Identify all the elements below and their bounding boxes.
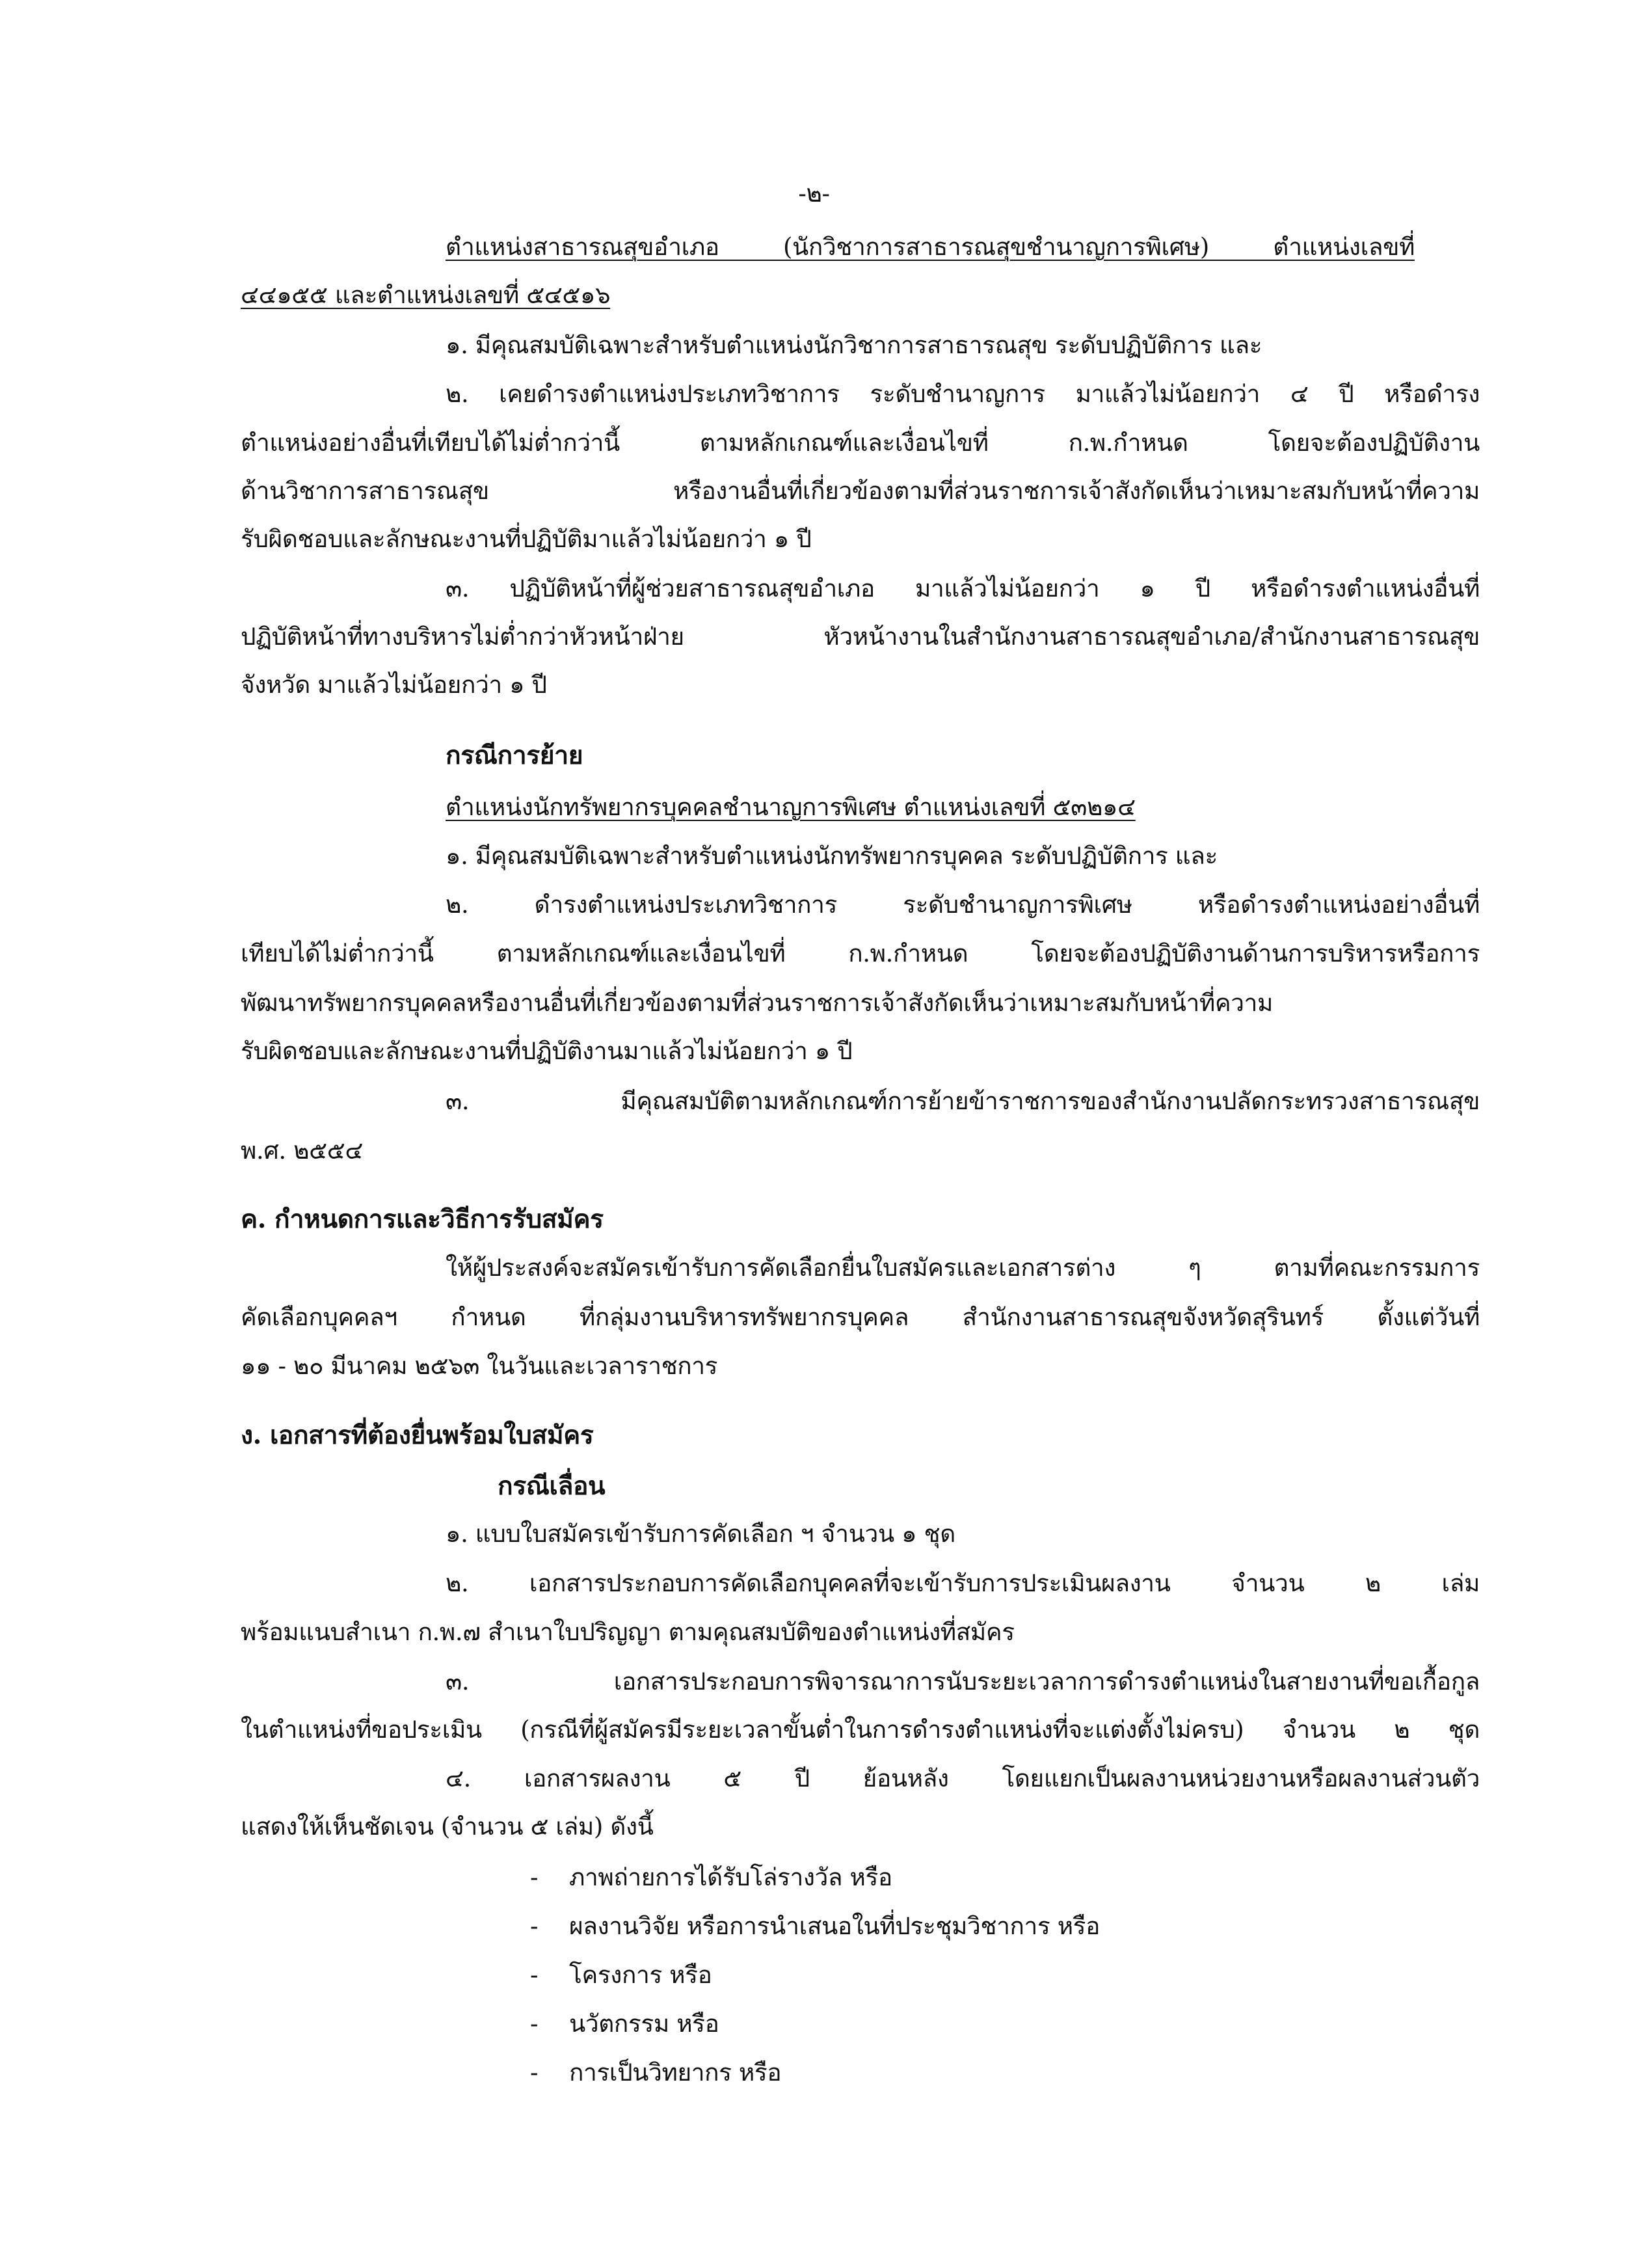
bullet-dash: -	[530, 2010, 539, 2038]
qualification-item-3-cont: จังหวัด มาแล้วไม่น้อยกว่า ๑ ปี	[241, 671, 547, 699]
section-d-title: ง. เอกสารที่ต้องยื่นพร้อมใบสมัคร	[241, 1420, 594, 1450]
bullet-dash: -	[530, 1961, 539, 1989]
document-item-2-cont: พร้อมแนบสำเนา ก.พ.๗ สำเนาใบปริญญา ตามคุณสมบัติของตำแหน่งที่สมัคร	[241, 1618, 1015, 1646]
transfer-item-3-cont: พ.ศ. ๒๕๕๔	[241, 1137, 363, 1165]
bullet-text: การเป็นวิทยากร หรือ	[569, 2059, 782, 2086]
bullet-dash: -	[530, 1912, 539, 1940]
bullet-item	[530, 1854, 1480, 1901]
document-item-4-cont: แสดงให้เห็นชัดเจน (จำนวน ๕ เล่ม) ดังนี้	[241, 1813, 654, 1841]
document-item-3-cont: ในตำแหน่งที่ขอประเมิน (กรณีที่ผู้สมัครมีระยะเวลาขั้นต่ำในการดำรงตำแหน่งที่จะแต่งตั้งไม่ครบ) จำนวน ๒ ชุด	[241, 1716, 1480, 1744]
document-item-2: ๒. เอกสารประกอบการคัดเลือกบุคคลที่จะเข้ารับการประเมินผลงาน จำนวน ๒ เล่ม	[446, 1569, 1480, 1597]
transfer-item-2: ๒. ดำรงตำแหน่งประเภทวิชาการ ระดับชำนาญการพิเศษ หรือดำรงตำแหน่งอย่างอื่นที่	[446, 891, 1480, 919]
bullet-item	[530, 1903, 1480, 1950]
bullet-text: นวัตกรรม หรือ	[569, 2010, 719, 2038]
qualification-item-2-cont: ตำแหน่งอย่างอื่นที่เทียบได้ไม่ต่ำกว่านี้ ตามหลักเกณฑ์และเงื่อนไขที่ ก.พ.กำหนด โดยจะต้องปฏิบัติงาน	[241, 429, 1480, 457]
qualification-item-2-cont: ด้านวิชาการสาธารณสุข หรืองานอื่นที่เกี่ยวข้องตามที่ส่วนราชการเจ้าสังกัดเห็นว่าเหมาะสมกับหน้าที่ความ	[241, 477, 1480, 505]
qualification-item-2: ๒. เคยดำรงตำแหน่งประเภทวิชาการ ระดับชำนาญการ มาแล้วไม่น้อยกว่า ๔ ปี หรือดำรง	[446, 380, 1480, 408]
transfer-item-3: ๓. มีคุณสมบัติตามหลักเกณฑ์การย้ายข้าราชการของสำนักงานปลัดกระทรวงสาธารณสุข	[446, 1087, 1480, 1115]
qualification-item-3: ๓. ปฏิบัติหน้าที่ผู้ช่วยสาธารณสุขอำเภอ มาแล้วไม่น้อยกว่า ๑ ปี หรือดำรงตำแหน่งอื่นที่	[446, 574, 1480, 602]
bullet-text: ผลงานวิจัย หรือการนำเสนอในที่ประชุมวิชาการ หรือ	[569, 1912, 1100, 1940]
transfer-item-2-cont: พัฒนาทรัพยากรบุคคลหรืองานอื่นที่เกี่ยวข้องตามที่ส่วนราชการเจ้าสังกัดเห็นว่าเหมาะสมกับหน้าที่ความ	[241, 989, 1273, 1017]
transfer-item-2-cont: รับผิดชอบและลักษณะงานที่ปฏิบัติงานมาแล้วไม่น้อยกว่า ๑ ปี	[241, 1037, 853, 1065]
transfer-item-1: ๑. มีคุณสมบัติเฉพาะสำหรับตำแหน่งนักทรัพยากรบุคคล ระดับปฏิบัติการ และ	[446, 842, 1218, 870]
bullet-text: โครงการ หรือ	[569, 1961, 712, 1989]
bullet-text: ภาพถ่ายการได้รับโล่รางวัล หรือ	[569, 1863, 892, 1891]
document-item-3: ๓. เอกสารประกอบการพิจารณาการนับระยะเวลาการดำรงตำแหน่งในสายงานที่ขอเกื้อกูล	[446, 1667, 1480, 1695]
transfer-title: กรณีการย้าย	[446, 740, 583, 770]
document-item-4: ๔. เอกสารผลงาน ๕ ปี ย้อนหลัง โดยแยกเป็นผลงานหน่วยงานหรือผลงานส่วนตัว	[446, 1764, 1480, 1792]
position-heading-line1: ตำแหน่งสาธารณสุขอำเภอ (นักวิชาการสาธารณสุขชำนาญการพิเศษ) ตำแหน่งเลขที่	[446, 233, 1415, 261]
qualification-item-1: ๑. มีคุณสมบัติเฉพาะสำหรับตำแหน่งนักวิชาการสาธารณสุข ระดับปฏิบัติการ และ	[446, 331, 1262, 359]
document-item-1: ๑. แบบใบสมัครเข้ารับการคัดเลือก ฯ จำนวน ๑ ชุด	[446, 1520, 955, 1548]
bullet-item	[530, 1952, 1480, 1999]
transfer-position-heading: ตำแหน่งนักทรัพยากรบุคคลชำนาญการพิเศษ ตำแหน่งเลขที่ ๕๓๒๑๔	[446, 793, 1136, 821]
section-c-line: ๑๑ - ๒๐ มีนาคม ๒๕๖๓ ในวันและเวลาราชการ	[241, 1352, 718, 1380]
qualification-item-3-cont: ปฏิบัติหน้าที่ทางบริหารไม่ต่ำกว่าหัวหน้าฝ่าย หัวหน้างานในสำนักงานสาธารณสุขอำเภอ/สำนักงานสาธารณสุข	[241, 623, 1480, 651]
bullet-item	[530, 2049, 1480, 2096]
section-d-subtitle: กรณีเลื่อน	[498, 1471, 606, 1501]
bullet-item	[530, 2001, 1480, 2047]
bullet-dash: -	[530, 2059, 539, 2086]
position-heading-line2: ๔๔๑๕๕ และตำแหน่งเลขที่ ๕๔๕๑๖	[241, 281, 611, 309]
transfer-item-2-cont: เทียบได้ไม่ต่ำกว่านี้ ตามหลักเกณฑ์และเงื่อนไขที่ ก.พ.กำหนด โดยจะต้องปฏิบัติงานด้านการบริหารหรือการ	[241, 939, 1480, 967]
bullet-dash: -	[530, 1863, 539, 1891]
qualification-item-2-cont: รับผิดชอบและลักษณะงานที่ปฏิบัติมาแล้วไม่น้อยกว่า ๑ ปี	[241, 525, 812, 553]
page-number: -๒-	[798, 180, 830, 208]
section-c-line: คัดเลือกบุคคลฯ กำหนด ที่กลุ่มงานบริหารทรัพยากรบุคคล สำนักงานสาธารณสุขจังหวัดสุรินทร์ ตั้งแต่วันที่	[241, 1303, 1480, 1331]
section-c-line: ให้ผู้ประสงค์จะสมัครเข้ารับการคัดเลือกยื่นใบสมัครและเอกสารต่าง ๆ ตามที่คณะกรรมการ	[446, 1254, 1480, 1282]
section-c-title: ค. กำหนดการและวิธีการรับสมัคร	[241, 1204, 604, 1234]
